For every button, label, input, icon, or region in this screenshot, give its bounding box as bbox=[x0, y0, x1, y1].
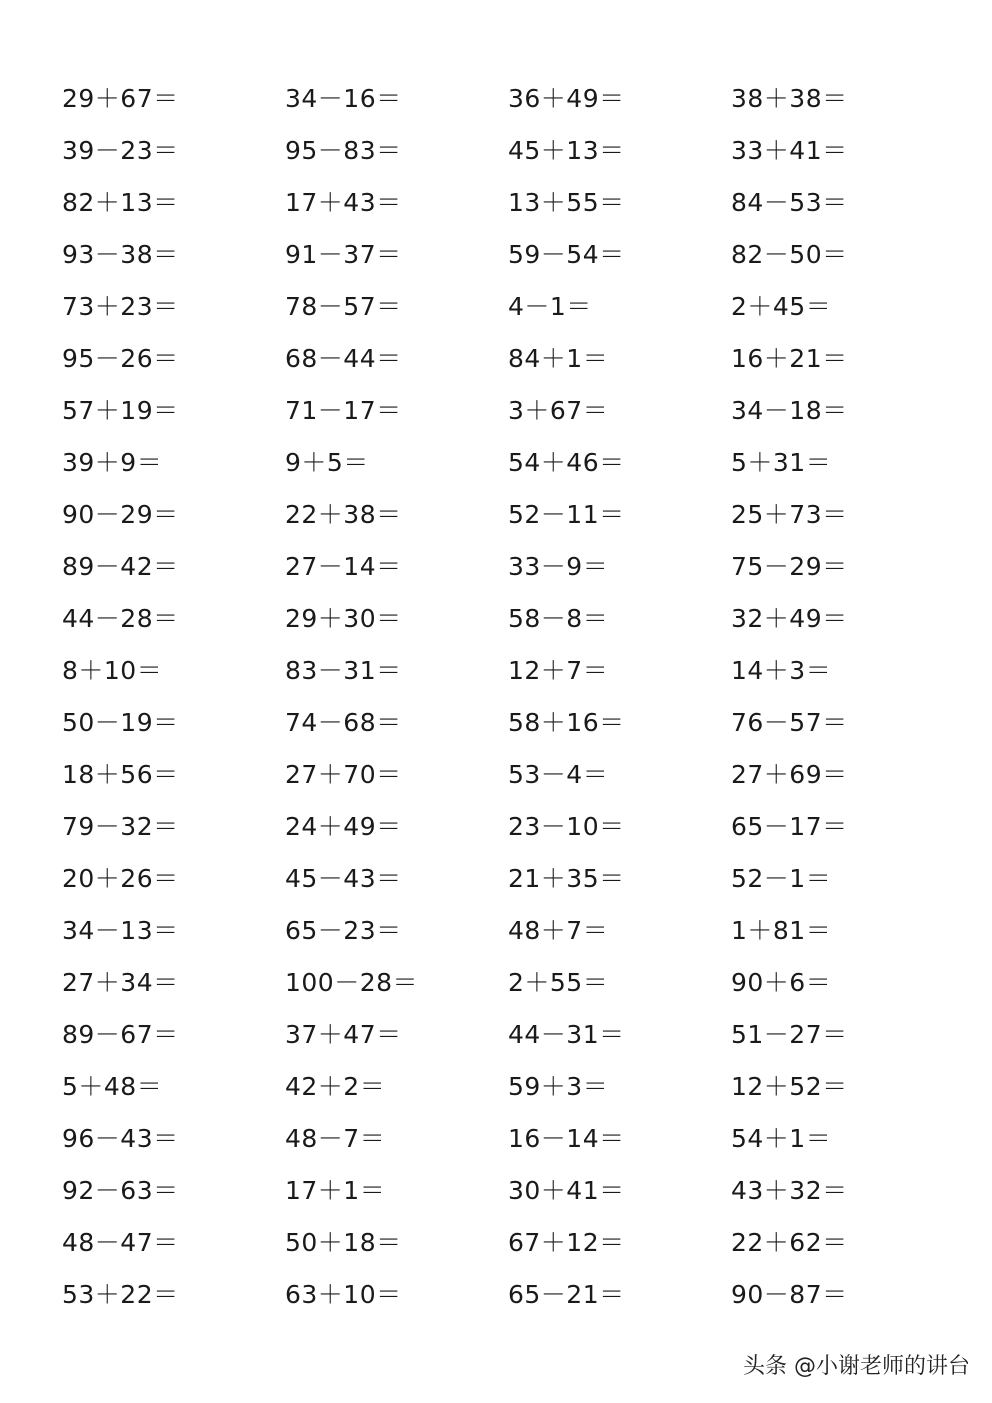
arithmetic-problem: 8＋10＝ bbox=[62, 656, 163, 685]
arithmetic-problem: 59＋3＝ bbox=[508, 1072, 609, 1101]
arithmetic-problem: 51－27＝ bbox=[731, 1020, 848, 1049]
arithmetic-problem: 54＋46＝ bbox=[508, 448, 625, 477]
arithmetic-problem: 27＋34＝ bbox=[62, 968, 179, 997]
arithmetic-problem: 89－67＝ bbox=[62, 1020, 179, 1049]
arithmetic-problem: 73＋23＝ bbox=[62, 292, 179, 321]
arithmetic-problem: 67＋12＝ bbox=[508, 1228, 625, 1257]
arithmetic-problem: 65－23＝ bbox=[285, 916, 402, 945]
problem-row bbox=[62, 1061, 962, 1113]
arithmetic-problem: 91－37＝ bbox=[285, 240, 402, 269]
arithmetic-problem: 23－10＝ bbox=[508, 812, 625, 841]
arithmetic-problem: 92－63＝ bbox=[62, 1176, 179, 1205]
arithmetic-problem: 63＋10＝ bbox=[285, 1280, 402, 1309]
arithmetic-problem: 45＋13＝ bbox=[508, 136, 625, 165]
arithmetic-problem: 89－42＝ bbox=[62, 552, 179, 581]
arithmetic-problem: 75－29＝ bbox=[731, 552, 848, 581]
arithmetic-problem: 5＋48＝ bbox=[62, 1072, 163, 1101]
arithmetic-problem: 16－14＝ bbox=[508, 1124, 625, 1153]
arithmetic-problem: 12＋52＝ bbox=[731, 1072, 848, 1101]
problem-row bbox=[62, 489, 962, 541]
arithmetic-problem: 82－50＝ bbox=[731, 240, 848, 269]
arithmetic-problem: 2＋45＝ bbox=[731, 292, 832, 321]
problem-row bbox=[62, 1113, 962, 1165]
arithmetic-problem: 4－1＝ bbox=[508, 292, 592, 321]
arithmetic-problem: 52－11＝ bbox=[508, 500, 625, 529]
arithmetic-problem: 53－4＝ bbox=[508, 760, 609, 789]
arithmetic-problem: 39－23＝ bbox=[62, 136, 179, 165]
arithmetic-problem: 39＋9＝ bbox=[62, 448, 163, 477]
arithmetic-problem: 16＋21＝ bbox=[731, 344, 848, 373]
arithmetic-problem: 96－43＝ bbox=[62, 1124, 179, 1153]
problem-row bbox=[62, 853, 962, 905]
problem-row bbox=[62, 333, 962, 385]
arithmetic-problem: 38＋38＝ bbox=[731, 84, 848, 113]
problem-row bbox=[62, 1009, 962, 1061]
arithmetic-problem: 76－57＝ bbox=[731, 708, 848, 737]
problem-row bbox=[62, 385, 962, 437]
problem-row bbox=[62, 281, 962, 333]
arithmetic-problem: 42＋2＝ bbox=[285, 1072, 386, 1101]
problem-row bbox=[62, 1217, 962, 1269]
arithmetic-problem: 90－87＝ bbox=[731, 1280, 848, 1309]
arithmetic-problem: 44－31＝ bbox=[508, 1020, 625, 1049]
problem-row bbox=[62, 437, 962, 489]
arithmetic-problem: 82＋13＝ bbox=[62, 188, 179, 217]
arithmetic-problem: 14＋3＝ bbox=[731, 656, 832, 685]
arithmetic-problem: 27＋69＝ bbox=[731, 760, 848, 789]
problem-row bbox=[62, 645, 962, 697]
arithmetic-problem: 58＋16＝ bbox=[508, 708, 625, 737]
arithmetic-problem: 2＋55＝ bbox=[508, 968, 609, 997]
arithmetic-problem: 93－38＝ bbox=[62, 240, 179, 269]
arithmetic-problem: 52－1＝ bbox=[731, 864, 832, 893]
arithmetic-problem: 84－53＝ bbox=[731, 188, 848, 217]
arithmetic-problem: 21＋35＝ bbox=[508, 864, 625, 893]
arithmetic-problem: 34－16＝ bbox=[285, 84, 402, 113]
arithmetic-problem: 53＋22＝ bbox=[62, 1280, 179, 1309]
arithmetic-problem: 29＋67＝ bbox=[62, 84, 179, 113]
problem-row bbox=[62, 125, 962, 177]
arithmetic-problem: 74－68＝ bbox=[285, 708, 402, 737]
arithmetic-problem: 13＋55＝ bbox=[508, 188, 625, 217]
arithmetic-problem: 84＋1＝ bbox=[508, 344, 609, 373]
arithmetic-problem: 65－17＝ bbox=[731, 812, 848, 841]
problem-row bbox=[62, 905, 962, 957]
arithmetic-problem: 79－32＝ bbox=[62, 812, 179, 841]
arithmetic-problem: 9＋5＝ bbox=[285, 448, 369, 477]
arithmetic-problem: 27－14＝ bbox=[285, 552, 402, 581]
arithmetic-problem: 44－28＝ bbox=[62, 604, 179, 633]
arithmetic-problem: 83－31＝ bbox=[285, 656, 402, 685]
arithmetic-problem: 45－43＝ bbox=[285, 864, 402, 893]
arithmetic-problem: 50－19＝ bbox=[62, 708, 179, 737]
problem-row bbox=[62, 1165, 962, 1217]
arithmetic-problem: 100－28＝ bbox=[285, 968, 419, 997]
arithmetic-problem: 22＋38＝ bbox=[285, 500, 402, 529]
arithmetic-problem: 37＋47＝ bbox=[285, 1020, 402, 1049]
arithmetic-problem: 27＋70＝ bbox=[285, 760, 402, 789]
problem-row bbox=[62, 73, 962, 125]
arithmetic-problem: 90－29＝ bbox=[62, 500, 179, 529]
arithmetic-problem-grid bbox=[62, 73, 962, 1321]
arithmetic-problem: 3＋67＝ bbox=[508, 396, 609, 425]
arithmetic-problem: 33＋41＝ bbox=[731, 136, 848, 165]
arithmetic-problem: 34－13＝ bbox=[62, 916, 179, 945]
arithmetic-problem: 48＋7＝ bbox=[508, 916, 609, 945]
arithmetic-problem: 25＋73＝ bbox=[731, 500, 848, 529]
arithmetic-problem: 30＋41＝ bbox=[508, 1176, 625, 1205]
arithmetic-problem: 24＋49＝ bbox=[285, 812, 402, 841]
arithmetic-problem: 48－7＝ bbox=[285, 1124, 386, 1153]
watermark: 头条 @小谢老师的讲台 bbox=[743, 1354, 970, 1379]
arithmetic-problem: 17＋1＝ bbox=[285, 1176, 386, 1205]
problem-row bbox=[62, 957, 962, 1009]
arithmetic-problem: 36＋49＝ bbox=[508, 84, 625, 113]
arithmetic-problem: 68－44＝ bbox=[285, 344, 402, 373]
arithmetic-problem: 17＋43＝ bbox=[285, 188, 402, 217]
arithmetic-problem: 59－54＝ bbox=[508, 240, 625, 269]
arithmetic-problem: 58－8＝ bbox=[508, 604, 609, 633]
arithmetic-problem: 12＋7＝ bbox=[508, 656, 609, 685]
problem-row bbox=[62, 749, 962, 801]
arithmetic-problem: 48－47＝ bbox=[62, 1228, 179, 1257]
arithmetic-problem: 43＋32＝ bbox=[731, 1176, 848, 1205]
arithmetic-problem: 22＋62＝ bbox=[731, 1228, 848, 1257]
arithmetic-problem: 95－83＝ bbox=[285, 136, 402, 165]
arithmetic-problem: 18＋56＝ bbox=[62, 760, 179, 789]
arithmetic-problem: 1＋81＝ bbox=[731, 916, 832, 945]
arithmetic-problem: 78－57＝ bbox=[285, 292, 402, 321]
arithmetic-problem: 20＋26＝ bbox=[62, 864, 179, 893]
arithmetic-problem: 54＋1＝ bbox=[731, 1124, 832, 1153]
arithmetic-problem: 32＋49＝ bbox=[731, 604, 848, 633]
problem-row bbox=[62, 1269, 962, 1321]
arithmetic-problem: 5＋31＝ bbox=[731, 448, 832, 477]
problem-row bbox=[62, 541, 962, 593]
arithmetic-problem: 95－26＝ bbox=[62, 344, 179, 373]
arithmetic-problem: 29＋30＝ bbox=[285, 604, 402, 633]
arithmetic-problem: 50＋18＝ bbox=[285, 1228, 402, 1257]
problem-row bbox=[62, 697, 962, 749]
problem-row bbox=[62, 801, 962, 853]
problem-row bbox=[62, 229, 962, 281]
arithmetic-problem: 34－18＝ bbox=[731, 396, 848, 425]
arithmetic-problem: 90＋6＝ bbox=[731, 968, 832, 997]
arithmetic-problem: 57＋19＝ bbox=[62, 396, 179, 425]
problem-row bbox=[62, 593, 962, 645]
arithmetic-problem: 71－17＝ bbox=[285, 396, 402, 425]
arithmetic-problem: 33－9＝ bbox=[508, 552, 609, 581]
problem-row bbox=[62, 177, 962, 229]
arithmetic-problem: 65－21＝ bbox=[508, 1280, 625, 1309]
